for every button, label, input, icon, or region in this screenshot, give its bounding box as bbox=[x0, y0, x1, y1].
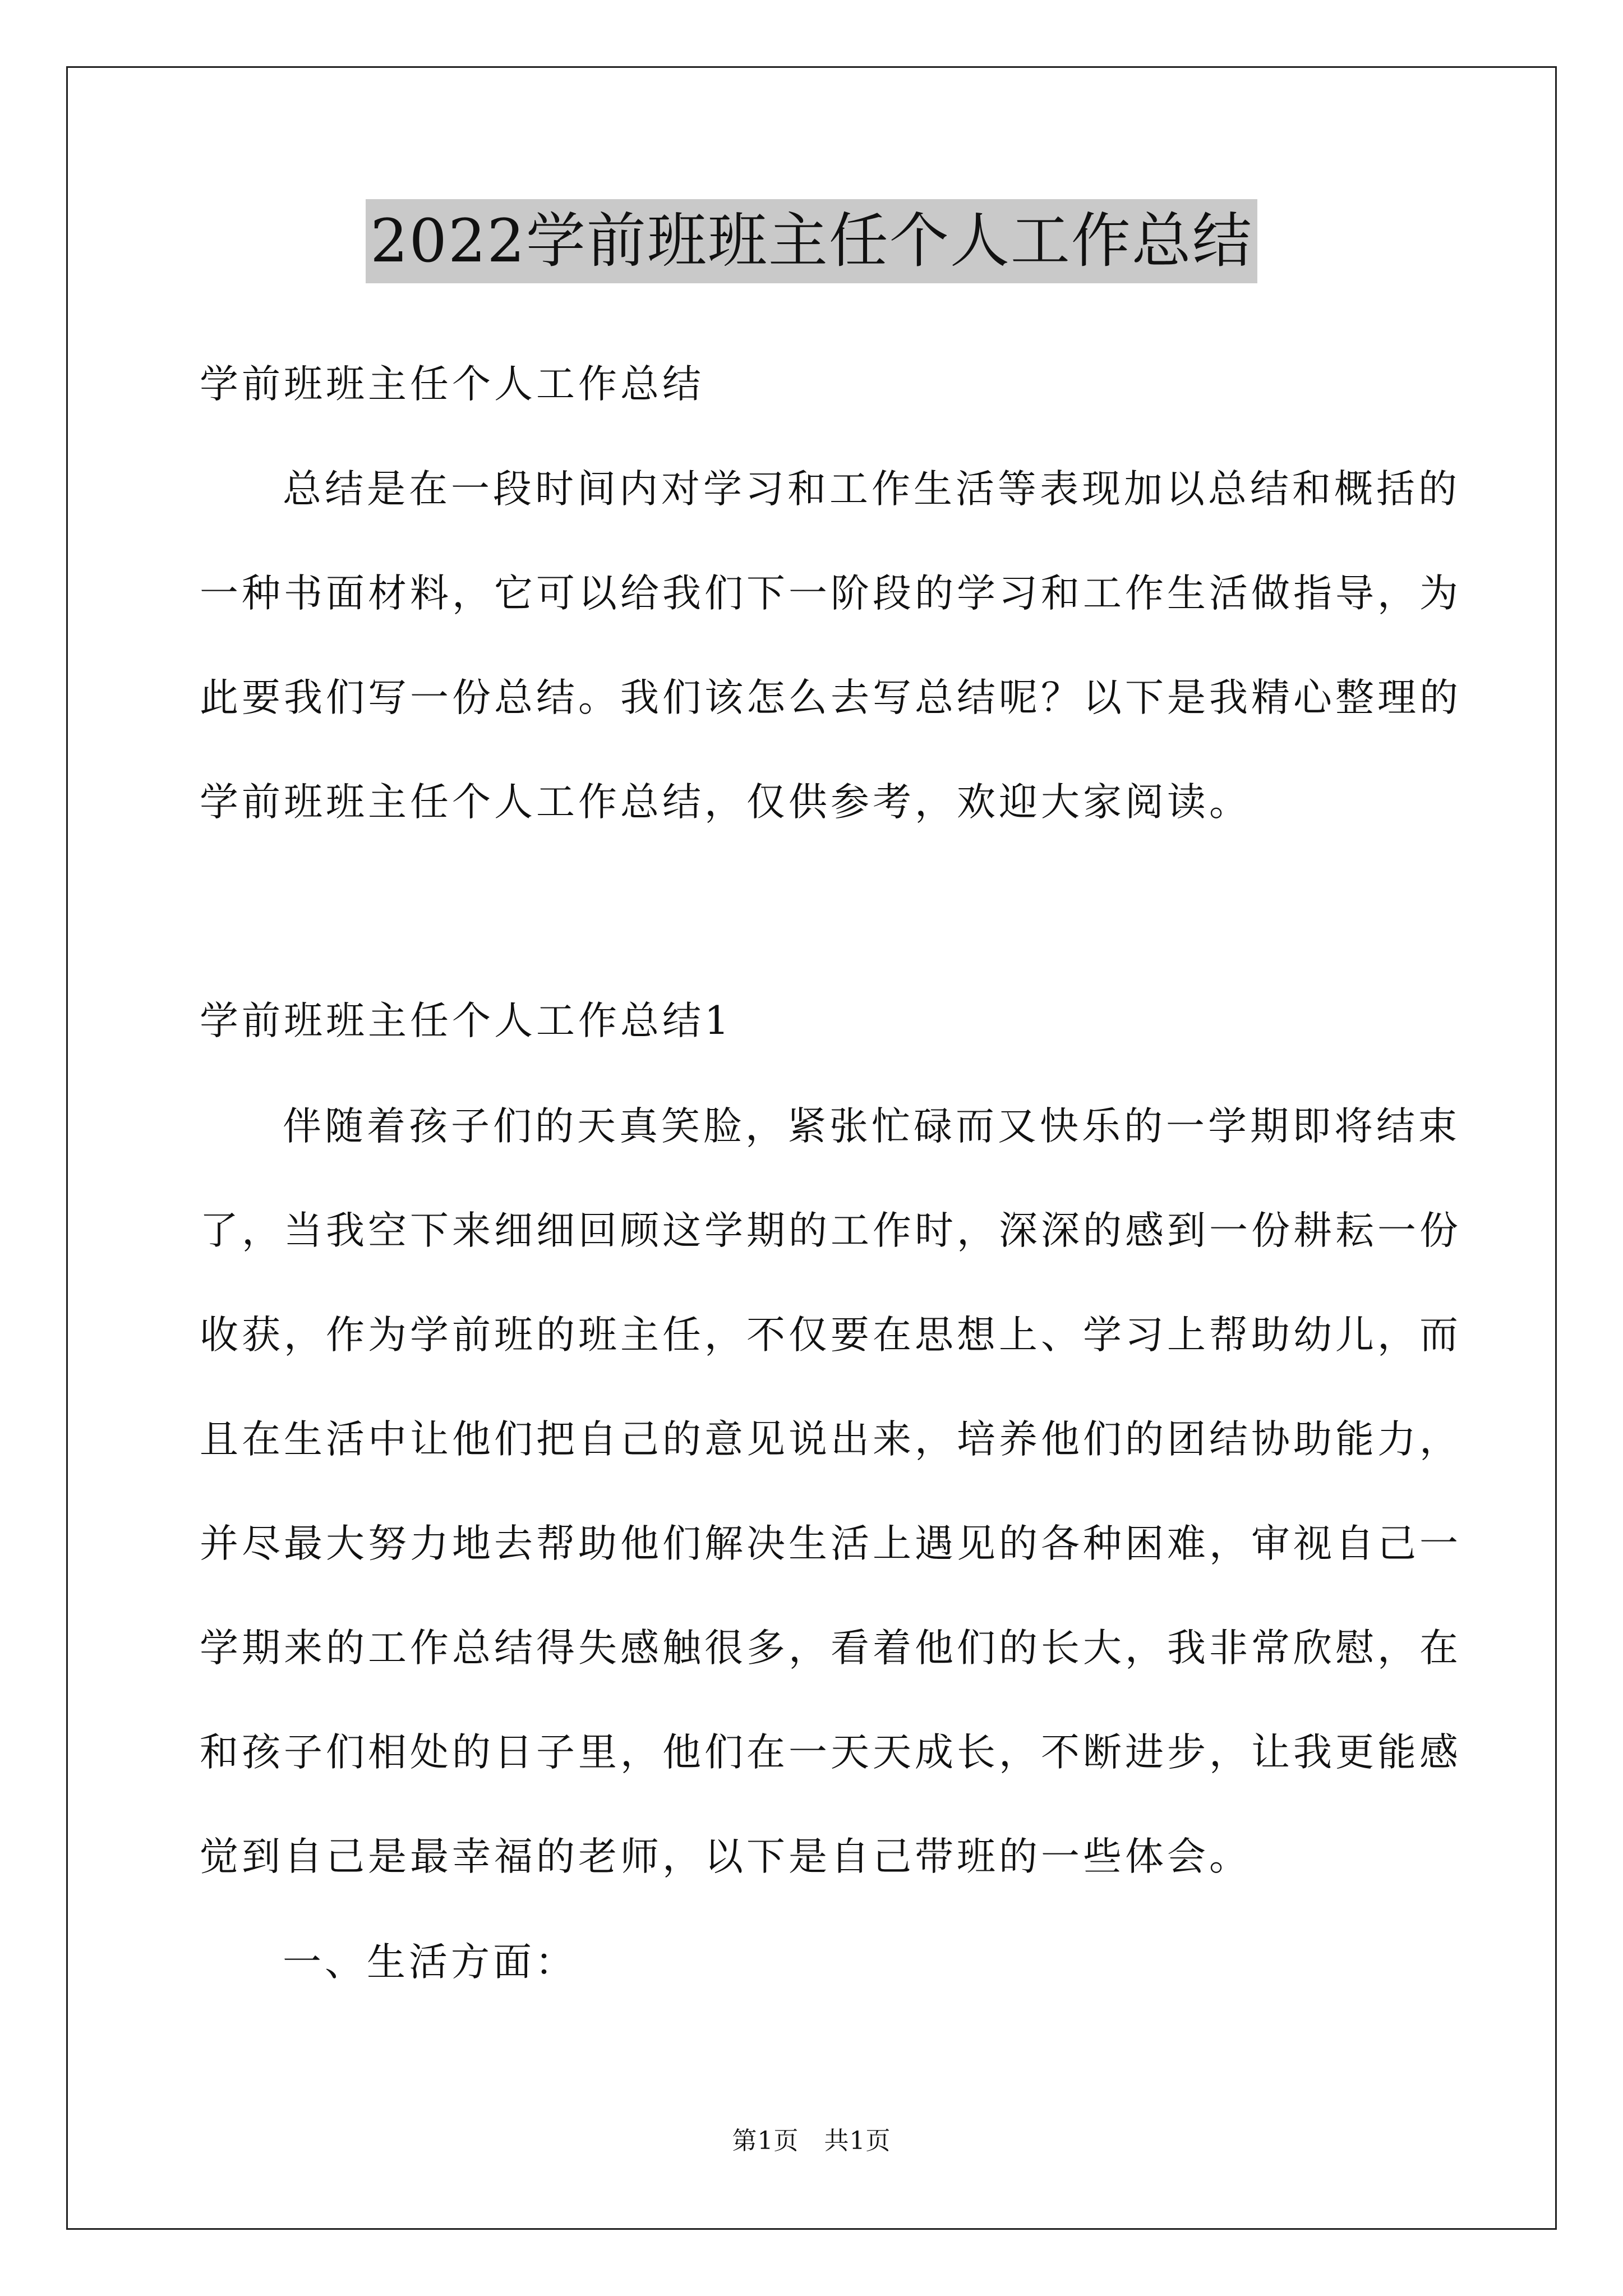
section-heading: 学前班班主任个人工作总结1 bbox=[200, 999, 732, 1043]
intro-paragraph-line: 学前班班主任个人工作总结，仅供参考，欢迎大家阅读。 bbox=[200, 780, 1251, 825]
section-paragraph-line: 且在生活中让他们把自己的意见说出来，培养他们的团结协助能力， bbox=[200, 1417, 1461, 1462]
section-paragraph-line: 伴随着孩子们的天真笑脸，紧张忙碌而又快乐的一学期即将结束 bbox=[283, 1104, 1460, 1149]
intro-paragraph-line: 此要我们写一份总结。我们该怎么去写总结呢？以下是我精心整理的 bbox=[200, 675, 1461, 720]
document-title: 2022学前班班主任个人工作总结 bbox=[366, 199, 1257, 283]
intro-heading: 学前班班主任个人工作总结 bbox=[200, 362, 704, 407]
page-number-footer: 第1页 共1页 bbox=[732, 2127, 891, 2155]
section-paragraph-line: 和孩子们相处的日子里，他们在一天天成长，不断进步，让我更能感 bbox=[200, 1730, 1461, 1775]
subsection-heading: 一、生活方面： bbox=[283, 1940, 577, 1985]
section-paragraph-line: 觉到自己是最幸福的老师，以下是自己带班的一些体会。 bbox=[200, 1834, 1251, 1879]
intro-paragraph-line: 一种书面材料，它可以给我们下一阶段的学习和工作生活做指导，为 bbox=[200, 571, 1461, 616]
section-paragraph-line: 了，当我空下来细细回顾这学期的工作时，深深的感到一份耕耘一份 bbox=[200, 1208, 1461, 1253]
section-paragraph-line: 并尽最大努力地去帮助他们解决生活上遇见的各种困难，审视自己一 bbox=[200, 1521, 1461, 1566]
title-container bbox=[0, 199, 1623, 283]
intro-paragraph-line: 总结是在一段时间内对学习和工作生活等表现加以总结和概括的 bbox=[283, 467, 1460, 512]
section-paragraph-line: 学期来的工作总结得失感触很多，看着他们的长大，我非常欣慰，在 bbox=[200, 1626, 1461, 1671]
section-paragraph-line: 收获，作为学前班的班主任，不仅要在思想上、学习上帮助幼儿，而 bbox=[200, 1313, 1461, 1358]
